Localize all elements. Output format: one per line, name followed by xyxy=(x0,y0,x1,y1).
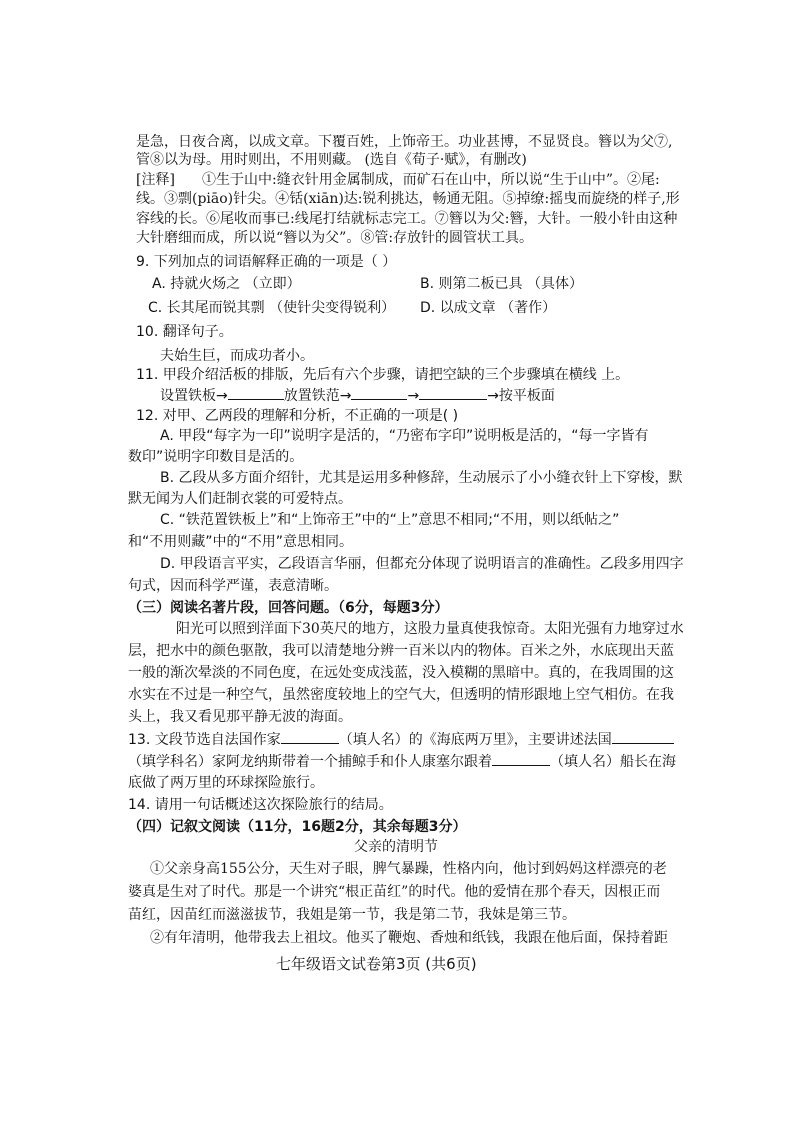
question-12-option-a-cont: 数印”说明字印数目是活的。 xyxy=(128,449,304,465)
passage-line: 阳光可以照到洋面下30英尺的地方，这股力量真使我惊奇。太阳光强有力地穿过水 xyxy=(176,621,684,637)
question-11-steps xyxy=(160,387,555,405)
note-line: 容线的长。⑥尾收而事已:线尾打结就标志完工。⑦簪以为父:簪，大针。一般小针由这种 xyxy=(136,211,678,227)
note-line: 线。③剽(piāo)针尖。④铦(xiān)达:锐利挑达，畅通无阻。⑤掉缭:摇曳而旋绕的样子,形 xyxy=(136,191,680,207)
step-label: 设置铁板→ xyxy=(160,388,228,404)
question-12-option-c: C. “铁范置铁板上”和“上饰帝王”中的“上”意思不相同;“不用，则以纸帖之” xyxy=(160,512,620,528)
passage-line: 管⑧以为母。用时则出，不用则藏。 (选自《荀子·赋》，有删改) xyxy=(136,152,527,168)
article-title: 父亲的清明节 xyxy=(354,839,438,855)
question-13-text: （填人名）的《海底两万里》，主要讲述法国 xyxy=(338,732,612,748)
answer-blank[interactable] xyxy=(612,731,674,744)
arrow: → xyxy=(407,388,420,404)
notes-label: [注释] xyxy=(136,172,175,188)
page-footer: 七年级语文试卷第3页 (共6页) xyxy=(276,955,477,973)
step-label: →按平板面 xyxy=(487,388,555,404)
passage-line: 头上，我又看见那平静无波的海面。 xyxy=(128,709,352,725)
passage-line: 水实在不过是一种空气，虽然密度较地上的空气大，但透明的情形跟地上空气相仿。在我 xyxy=(128,687,674,703)
answer-blank[interactable] xyxy=(419,387,487,400)
note-line: 大针磨细而成，所以说“簪以为父”。⑧管:存放针的圆管状工具。 xyxy=(136,230,534,246)
question-12-stem: 12. 对甲、乙两段的理解和分析，不正确的一项是( ) xyxy=(136,408,459,424)
question-9-option-a: A. 持就火炀之 （立即） xyxy=(152,276,301,292)
article-line: ①父亲身高155公分，天生对子眼，脾气暴躁，性格内向，他讨到妈妈这样漂亮的老 xyxy=(150,861,667,877)
question-13-line1 xyxy=(128,731,674,749)
answer-blank[interactable] xyxy=(228,387,284,400)
question-11-stem: 11. 甲段介绍活板的排版，先后有六个步骤，请把空缺的三个步骤填在横线 上。 xyxy=(136,367,630,383)
question-12-option-d-cont: 句式，因而科学严谨，表意清晰。 xyxy=(128,578,338,594)
question-9-option-b: B. 则第二板已具 （具体） xyxy=(420,276,583,292)
question-9-stem: 9. 下列加点的词语解释正确的一项是（ ） xyxy=(136,254,397,270)
article-line: 婆真是生对了时代。那是一个讲究“根正苗红”的时代。他的爱情在那个春天，因根正而 xyxy=(128,884,661,900)
answer-blank[interactable] xyxy=(281,731,339,744)
passage-line: 层，把水中的颜色驱散，我可以清楚地分辨一百米以内的物体。百米之外，水底现出天蓝 xyxy=(128,643,674,659)
question-9-option-c: C. 长其尾而锐其剽 （使针尖变得锐利） xyxy=(148,300,396,316)
question-12-option-c-cont: 和“不用则藏”中的“不用”意思相同。 xyxy=(128,534,354,550)
question-10-stem: 10. 翻译句子。 xyxy=(136,324,233,340)
question-13-text: 13. 文段节选自法国作家 xyxy=(128,732,281,748)
answer-blank[interactable] xyxy=(351,387,407,400)
question-13-text: （填学科名）家阿龙纳斯带着一个捕鲸手和仆人康塞尔跟着 xyxy=(128,754,492,770)
article-line: ②有年清明，他带我去上祖坟。他买了鞭炮、香烛和纸钱，我跟在他后面，保持着距 xyxy=(150,930,668,946)
question-13-line2 xyxy=(128,753,676,771)
passage-line: 是急，日夜合离，以成文章。下覆百姓，上饰帝王。功业甚博，不显贤良。簪以为父⑦, xyxy=(136,134,673,150)
question-12-option-d: D. 甲段语言平实，乙段语言华丽，但都充分体现了说明语言的准确性。乙段多用四字 xyxy=(160,556,684,572)
question-14-stem: 14. 请用一句话概述这次探险旅行的结局。 xyxy=(128,797,393,813)
section-3-heading: （三）阅读名著片段，回答问题。（6分，每题3分） xyxy=(128,600,449,616)
passage-line: 一般的渐次晕淡的不同色度，在远处变成浅蓝，没入模糊的黑暗中。真的，在我周围的这 xyxy=(128,665,674,681)
question-12-option-a: A. 甲段“每字为一印”说明字是活的，“乃密布字印”说明板是活的，“每一字皆有 xyxy=(160,428,649,444)
question-13-line3: 底做了两万里的环球探险旅行。 xyxy=(128,775,324,791)
section-4-heading: （四）记叙文阅读（11分，16题2分，其余每题3分） xyxy=(128,819,467,835)
note-line: ①生于山中:缝衣针用金属制成，而矿石在山中，所以说“生于山中”。②尾: xyxy=(202,172,660,188)
step-label: 放置铁范→ xyxy=(283,388,352,404)
answer-blank[interactable] xyxy=(492,753,550,766)
question-10-sentence: 夫始生巨，而成功者小。 xyxy=(160,348,314,364)
question-13-text: （填人名）船长在海 xyxy=(550,754,676,770)
question-9-option-d: D. 以成文章 （著作） xyxy=(420,300,557,316)
question-12-option-b-cont: 默无闻为人们赶制衣裳的可爱特点。 xyxy=(128,491,352,507)
article-line: 苗红，因苗红而滋滋拔节，我姐是第一节，我是第二节，我妹是第三节。 xyxy=(128,907,576,923)
question-12-option-b: B. 乙段从多方面介绍针，尤其是运用多种修辞，生动展示了小小缝衣针上下穿梭，默 xyxy=(160,470,683,486)
